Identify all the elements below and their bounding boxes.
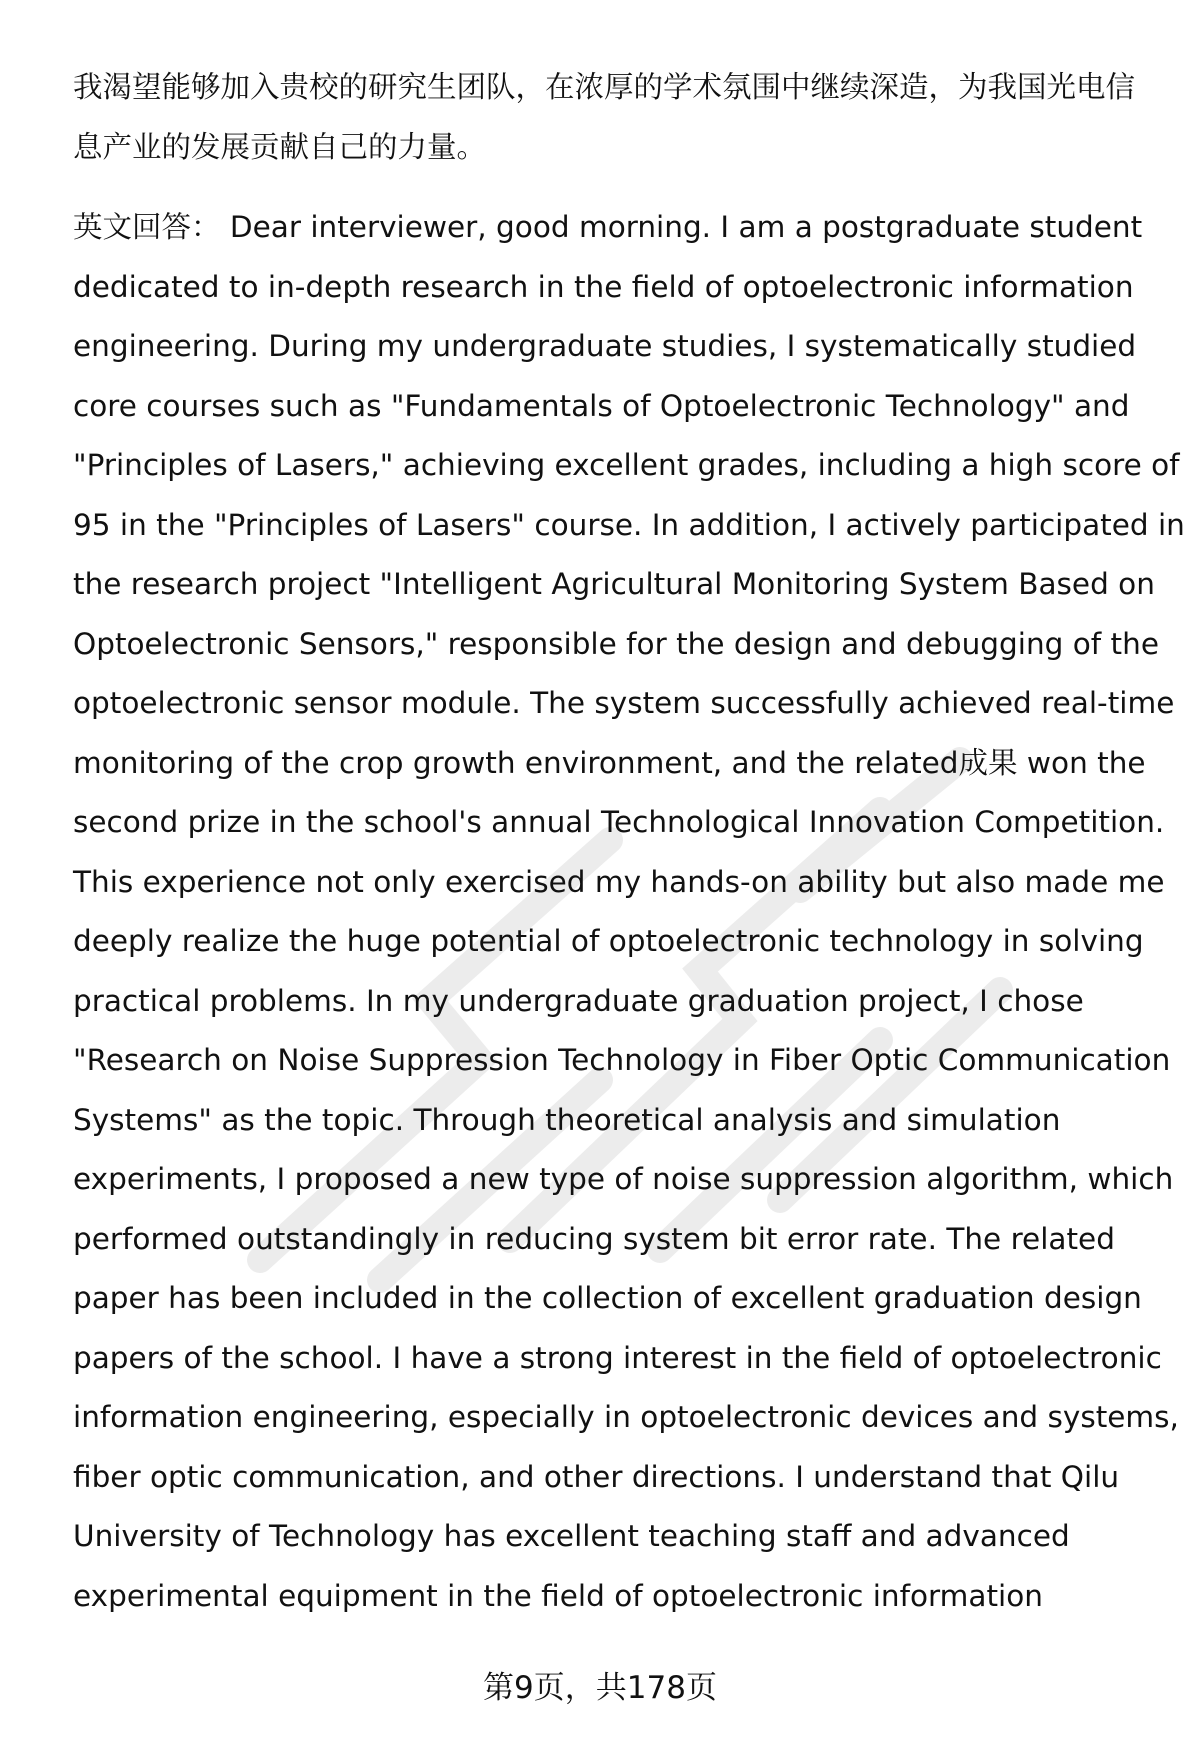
text-line: core courses such as "Fundamentals of Optoelectronic Technology" and	[73, 388, 1130, 423]
paragraph-chinese	[73, 58, 1153, 177]
text-line: dedicated to in-depth research in the field of optoelectronic information	[73, 269, 1134, 304]
text-line-first	[73, 198, 1153, 258]
answer-label: 英文回答：	[73, 210, 221, 244]
text-line: performed outstandingly in reducing system bit error rate. The related	[73, 1221, 1115, 1256]
text-line: papers of the school. I have a strong interest in the field of optoelectronic	[73, 1340, 1162, 1375]
paragraph-english-answer	[73, 198, 1185, 1626]
text-line: monitoring of the crop growth environment, and the related成果 won the	[73, 745, 1146, 780]
text-line: second prize in the school's annual Technological Innovation Competition.	[73, 805, 1165, 839]
text-line: 95 in the "Principles of Lasers" course. In addition, I actively participated in	[73, 507, 1185, 542]
text-line: This experience not only exercised my hands-on ability but also made me	[73, 864, 1165, 899]
text-line: 我渴望能够加入贵校的研究生团队，在浓厚的学术氛围中继续深造，为我国光电信	[73, 70, 1136, 104]
text-line-rest: Dear interviewer, good morning. I am a postgraduate student	[220, 210, 1143, 244]
text-line: "Research on Noise Suppression Technology in Fiber Optic Communication	[73, 1043, 1171, 1077]
text-line: experiments, I proposed a new type of noise suppression algorithm, which	[73, 1162, 1174, 1196]
text-line: information engineering, especially in optoelectronic devices and systems,	[73, 1400, 1179, 1434]
text-line: deeply realize the huge potential of optoelectronic technology in solving	[73, 924, 1144, 958]
text-line: 息产业的发展贡献自己的力量。	[73, 129, 487, 164]
text-line: University of Technology has excellent teaching staff and advanced	[73, 1519, 1070, 1553]
text-line: optoelectronic sensor module. The system successfully achieved real-time	[73, 686, 1175, 720]
text-line: Systems" as the topic. Through theoretical analysis and simulation	[73, 1102, 1061, 1137]
text-line: practical problems. In my undergraduate graduation project, I chose	[73, 983, 1084, 1018]
text-line: the research project "Intelligent Agricultural Monitoring System Based on	[73, 567, 1155, 601]
page-number-footer: 第9页，共178页	[483, 1670, 717, 1706]
text-line: Optoelectronic Sensors," responsible for the design and debugging of the	[73, 626, 1159, 661]
text-line: engineering. During my undergraduate studies, I systematically studied	[73, 329, 1137, 363]
text-line: "Principles of Lasers," achieving excellent grades, including a high score of	[73, 448, 1180, 482]
text-line: paper has been included in the collection of excellent graduation design	[73, 1281, 1142, 1315]
document-body	[73, 58, 1185, 1626]
text-line: experimental equipment in the field of optoelectronic information	[73, 1578, 1043, 1613]
text-line: fiber optic communication, and other directions. I understand that Qilu	[73, 1459, 1120, 1494]
